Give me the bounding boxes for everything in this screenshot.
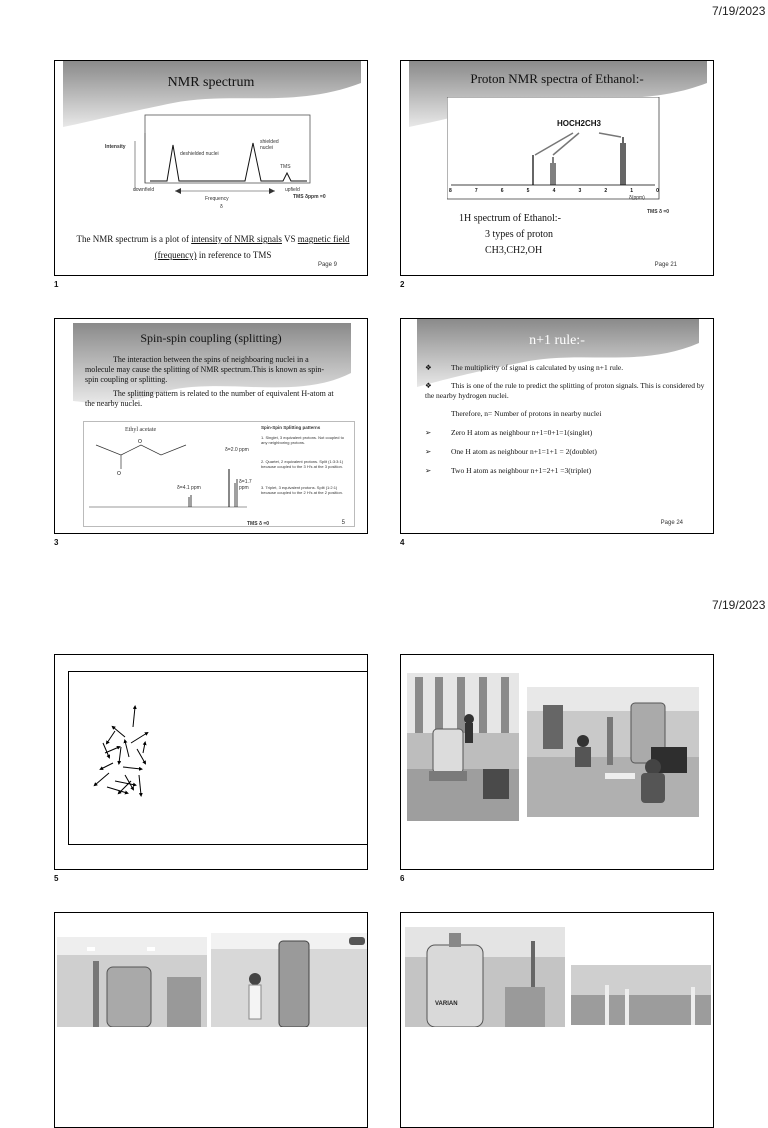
date-header: 7/19/2023 [712,4,766,18]
deshielded-label: deshielded nuclei [180,151,219,157]
svg-text:O: O [117,471,121,475]
molecule-name: Ethyl acetate [125,427,157,433]
page-label: Page 21 [654,262,677,268]
downfield-label: downfield [133,187,155,193]
nmr-magnet-photo-right [211,933,367,1027]
tms-label: TMS δ =0 [647,209,670,215]
axis-ticks: 8 7 6 5 4 3 2 1 0 [449,188,659,194]
slide-2[interactable] [400,60,714,276]
nmr-tubes-photo [571,965,711,1025]
frequency-label: Frequency [205,196,229,202]
slide-number: 2 [400,280,405,289]
slide-3[interactable] [54,318,368,534]
slide-8[interactable] [400,912,714,1128]
spectrum-line-2: 3 types of proton [485,229,554,240]
ethanol-formula: HOCH2CH3 [557,119,602,128]
slide-5[interactable] [54,654,368,870]
slide-number: 1 [54,280,59,289]
splitting-paragraph: The splitting pattern is related to the number of equivalent H-atom at the nearby nuclei. [85,389,334,408]
slide-title: Spin-spin coupling (splitting) [140,331,282,345]
slide-1[interactable] [54,60,368,276]
nmr-lab-photo-right [527,687,699,817]
spectrum-line-3: CH3,CH2,OH [485,245,543,256]
slide-7[interactable] [54,912,368,1128]
page-label: Page 9 [317,262,337,268]
page-label: Page 24 [660,520,683,526]
slide-number: 5 [54,874,59,883]
rule-list: ❖ The multiplicity of signal is calculated by using n+1 rule. ❖ This is one of the rule to predict the splitting of proton signals. This is considered by the nearby hydrogen nuclei. Therefore, n= Number of protons in nearby nuclei ➢ Zero H atom as neighbour n+1=0+1=1(singlet) ➢ One H atom as neighbour n+1=1+1 = 2(doublet) ➢ Two H atom as neighbour n+1=2+1 =3(triplet) [425,363,705,475]
spectrum-line-1: 1H spectrum of Ethanol:- [459,213,561,224]
slide-title: Proton NMR spectra of Ethanol:- [470,71,644,86]
tms-label: TMS δ =0 [247,521,270,527]
pattern-2: 2. Quartet, 2 equivalent protons. Split (1:3:3:1) because coupled to the 3 H's at the 3 position. [261,459,344,469]
shielded-label: shielded nuclei [260,139,279,151]
tms-ppm-label: TMS δppm =0 [293,194,326,200]
intensity-label: Intensity [105,144,126,150]
coupling-paragraph: The interaction between the spins of neighboaring nuclei in a molecule may cause the splitting of NMR spectrum.This is known as spin-spin coupling or splitting. [85,355,325,384]
ethyl-acetate-spectrum [89,467,249,517]
patterns-title: Spin-Spin Splitting patterns [261,425,321,430]
peak-label-3: δ=4.1 ppm [177,485,201,491]
slide-title: n+1 rule:- [529,333,585,348]
upfield-label: upfield [285,187,300,193]
varian-brand-label: VARIAN [435,1001,458,1007]
date-header: 7/19/2023 [712,598,766,612]
delta-label: δ [220,204,223,210]
slide-6[interactable] [400,654,714,870]
slide-caption: The NMR spectrum is a plot of intensity of NMR signals VS magnetic field (frequency) in reference to TMS [76,234,350,260]
svg-text:O: O [138,439,142,445]
page-label: 5 [341,520,345,526]
axis-unit: δ(ppm) [629,195,645,201]
spin-arrows-icon [85,703,155,803]
pattern-1: 1. Singlet, 3 equivalent protons. Not coupled to any neighboring protons. [261,435,344,445]
peak-label-2: δ=1.7 ppm [239,479,252,491]
nmr-magnet-photo-left [57,937,207,1027]
slide-4[interactable] [400,318,714,534]
slide-title: NMR spectrum [167,75,255,90]
varian-magnet-photo [405,927,565,1027]
peak-label-1: δ=2.0 ppm [225,447,249,453]
pattern-3: 3. Triplet, 3 equivalent protons. Split (1:2:1) because coupled to the 2 H's at the 2 position. [261,485,343,495]
tms-label: TMS [280,164,291,170]
slide-number: 3 [54,538,59,547]
slide-number: 6 [400,874,405,883]
ethanol-spectrum [447,97,661,201]
nmr-lab-photo-left [407,673,519,821]
slide-number: 4 [400,538,405,547]
